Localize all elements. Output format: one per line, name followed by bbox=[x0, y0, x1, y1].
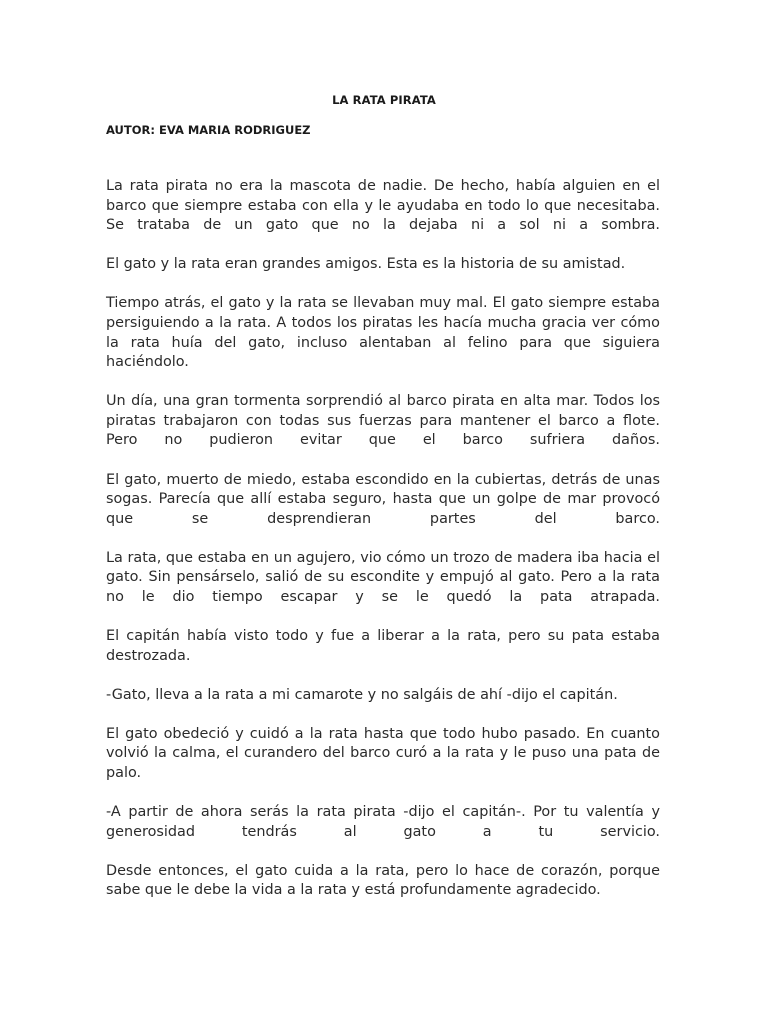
paragraph-8: -Gato, lleva a la rata a mi camarote y no salgáis de ahí -dijo el capitán. bbox=[106, 686, 618, 703]
document-title: LA RATA PIRATA bbox=[332, 93, 436, 107]
document-author: AUTOR: EVA MARIA RODRIGUEZ bbox=[106, 123, 311, 137]
story-body bbox=[106, 177, 660, 921]
paragraph-5: El gato, muerto de miedo, estaba escondido en la cubiertas, detrás de unas sogas. Parecía que allí estaba seguro, hasta que un golpe de mar provocó que se desprendieran partes del barco. bbox=[106, 471, 660, 527]
paragraph-4: Un día, una gran tormenta sorprendió al barco pirata en alta mar. Todos los piratas trabajaron con todas sus fuerzas para mantener el barco a flote. Pero no pudieron evitar que el barco sufriera daños. bbox=[106, 393, 660, 449]
paragraph-3: Tiempo atrás, el gato y la rata se llevaban muy mal. El gato siempre estaba persiguiendo a la rata. A todos los piratas les hacía mucha gracia ver cómo la rata huía del gato, incluso alentaban al felino para que siguiera haciéndolo. bbox=[106, 295, 660, 371]
paragraph-2: El gato y la rata eran grandes amigos. Esta es la historia de su amistad. bbox=[106, 256, 626, 273]
paragraph-1: La rata pirata no era la mascota de nadie. De hecho, había alguien en el barco que siempre estaba con ella y le ayudaba en todo lo que necesitaba. Se trataba de un gato que no la dejaba ni a sol ni a sombra. bbox=[106, 178, 660, 234]
paragraph-6: La rata, que estaba en un agujero, vio cómo un trozo de madera iba hacia el gato. Sin pensárselo, salió de su escondite y empujó al gato. Pero a la rata no le dio tiempo escapar y se le quedó la pata atrapada. bbox=[106, 549, 660, 605]
paragraph-11: Desde entonces, el gato cuida a la rata, pero lo hace de corazón, porque sabe que le debe la vida a la rata y está profundamente agradecido. bbox=[106, 862, 660, 899]
paragraph-10: -A partir de ahora serás la rata pirata -dijo el capitán-. Por tu valentía y generosidad tendrás al gato a tu servicio. bbox=[106, 804, 660, 840]
paragraph-7: El capitán había visto todo y fue a liberar a la rata, pero su pata estaba destrozada. bbox=[106, 628, 660, 664]
paragraph-9: El gato obedeció y cuidó a la rata hasta que todo hubo pasado. En cuanto volvió la calma, el curandero del barco curó a la rata y le puso una pata de palo. bbox=[106, 725, 660, 782]
